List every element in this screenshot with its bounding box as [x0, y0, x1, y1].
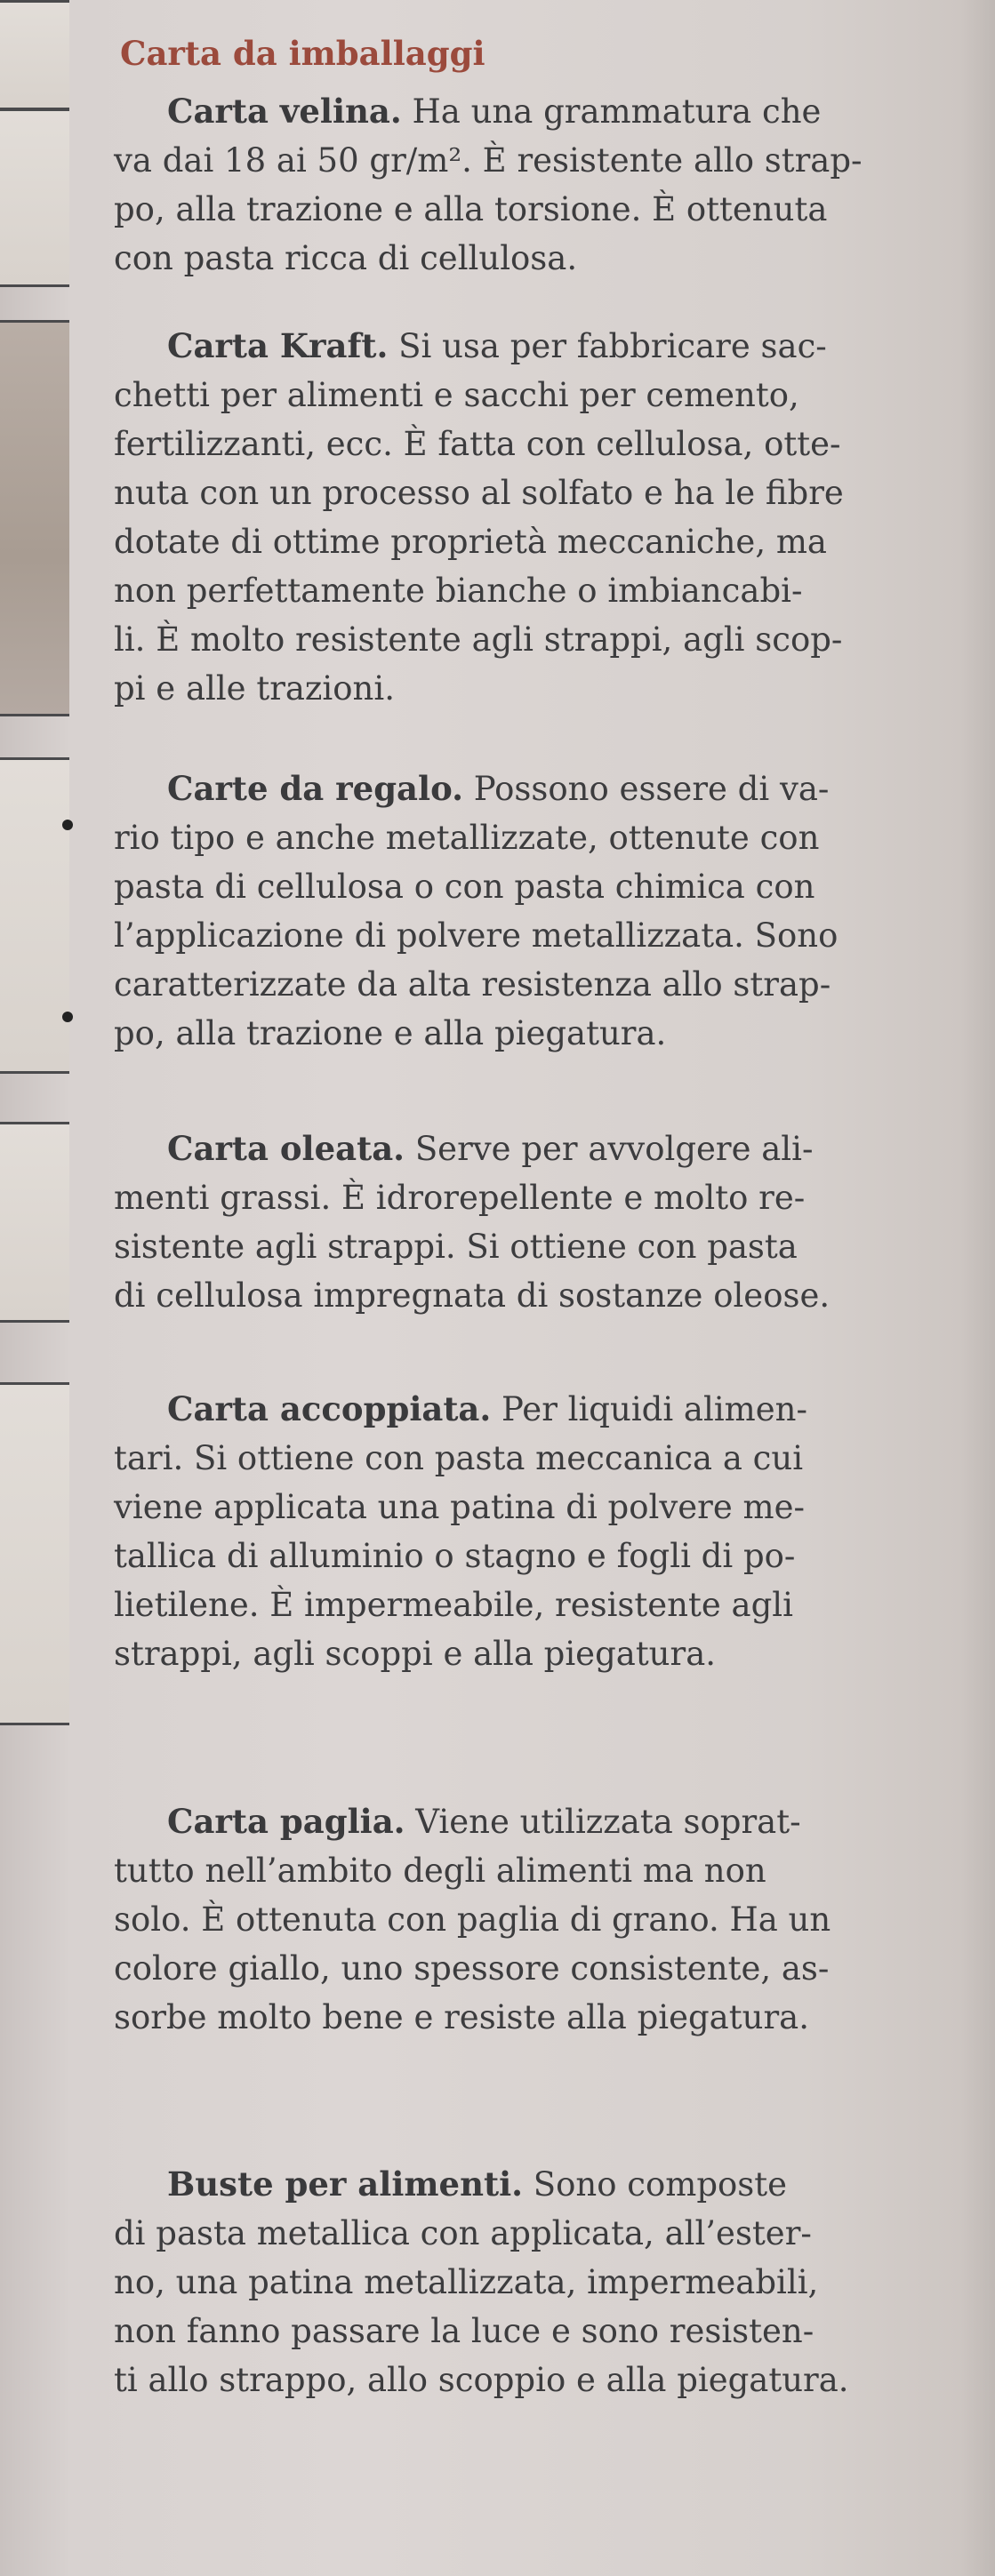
text-line: viene applicata una patina di polvere me- [114, 1488, 805, 1526]
text-line: con pasta ricca di cellulosa. [114, 239, 578, 277]
text-line: Possono essere di va- [463, 770, 830, 808]
text-line: tutto nell’ambito degli alimenti ma non [114, 1852, 766, 1890]
term-label: Carta Kraft. [167, 326, 389, 365]
text-line: rio tipo e anche metallizzate, ottenute con [114, 819, 820, 857]
term-label: Carta oleata. [167, 1129, 405, 1168]
text-line: non perfettamente bianche o imbiancabi- [114, 572, 803, 610]
text-line: po, alla trazione e alla torsione. È ottenuta [114, 190, 828, 228]
text-line: tallica di alluminio o stagno e fogli di po- [114, 1537, 796, 1575]
text-line: caratterizzate da alta resistenza allo strap- [114, 965, 831, 1004]
text-line: sorbe molto bene e resiste alla piegatura. [114, 1998, 809, 2036]
text-line: l’applicazione di polvere metallizzata. Sono [114, 916, 839, 955]
text-line: Sono composte [523, 2165, 788, 2204]
text-line: tari. Si ottiene con pasta meccanica a cui [114, 1439, 804, 1477]
text-line: no, una patina metallizzata, impermeabili, [114, 2263, 819, 2301]
image-thumbnail [0, 1122, 69, 1323]
text-line: Si usa per fabbricare sac- [388, 327, 827, 365]
term-label: Carta velina. [167, 92, 402, 131]
text-line: colore giallo, uno spessore consistente, as- [114, 1949, 830, 1988]
paragraph-buste-per-alimenti [114, 2160, 932, 2404]
term-label: Carta paglia. [167, 1802, 405, 1841]
text-line: strappi, agli scoppi e alla piegatura. [114, 1635, 717, 1673]
text-line: Per liquidi alimen- [491, 1390, 807, 1428]
text-line: pasta di cellulosa o con pasta chimica con [114, 868, 815, 906]
paragraph-carta-accoppiata [114, 1385, 932, 1678]
image-thumbnail [0, 0, 69, 110]
text-line: fertilizzanti, ecc. È fatta con cellulosa, otte- [114, 425, 841, 463]
text-line: lietilene. È impermeabile, resistente agli [114, 1586, 793, 1624]
paragraph-carta-velina [114, 87, 932, 283]
image-thumbnail [0, 757, 69, 1074]
section-heading: Carta da imballaggi [120, 34, 485, 73]
text-line: Viene utilizzata soprat- [405, 1803, 801, 1841]
text-line: chetti per alimenti e sacchi per cemento, [114, 376, 799, 414]
text-line: po, alla trazione e alla piegatura. [114, 1014, 667, 1052]
text-line: di pasta metallica con applicata, all’ester- [114, 2214, 812, 2252]
text-line: di cellulosa impregnata di sostanze oleose. [114, 1276, 831, 1315]
text-line: non fanno passare la luce e sono resisten- [114, 2312, 814, 2350]
thumbnail-marker [62, 1012, 73, 1022]
image-strip [0, 0, 69, 2576]
image-thumbnail [0, 1382, 69, 1725]
text-line: sistente agli strappi. Si ottiene con pasta [114, 1228, 798, 1266]
image-thumbnail [0, 320, 69, 716]
paragraph-carta-oleata [114, 1124, 932, 1320]
paragraph-carta-kraft [114, 322, 932, 713]
text-line: va dai 18 ai 50 gr/m². È resistente allo strap- [114, 141, 863, 180]
text-line: Ha una grammatura che [401, 92, 822, 131]
term-label: Carte da regalo. [167, 769, 463, 808]
text-line: nuta con un processo al solfato e ha le fibre [114, 474, 844, 512]
text-line: menti grassi. È idrorepellente e molto re- [114, 1179, 806, 1217]
term-label: Carta accoppiata. [167, 1389, 492, 1428]
text-line: dotate di ottime proprietà meccaniche, ma [114, 523, 827, 561]
text-line: Serve per avvolgere ali- [405, 1130, 814, 1168]
text-line: li. È molto resistente agli strappi, agli scop- [114, 620, 843, 659]
text-line: solo. È ottenuta con paglia di grano. Ha un [114, 1900, 831, 1939]
text-line: ti allo strappo, allo scoppio e alla piegatura. [114, 2361, 849, 2399]
paragraph-carte-da-regalo [114, 764, 932, 1058]
paragraph-carta-paglia [114, 1797, 932, 2042]
term-label: Buste per alimenti. [167, 2164, 524, 2204]
text-line: pi e alle trazioni. [114, 669, 395, 708]
page-edge-shadow [959, 0, 995, 2576]
image-thumbnail [0, 108, 69, 287]
thumbnail-marker [62, 820, 73, 830]
